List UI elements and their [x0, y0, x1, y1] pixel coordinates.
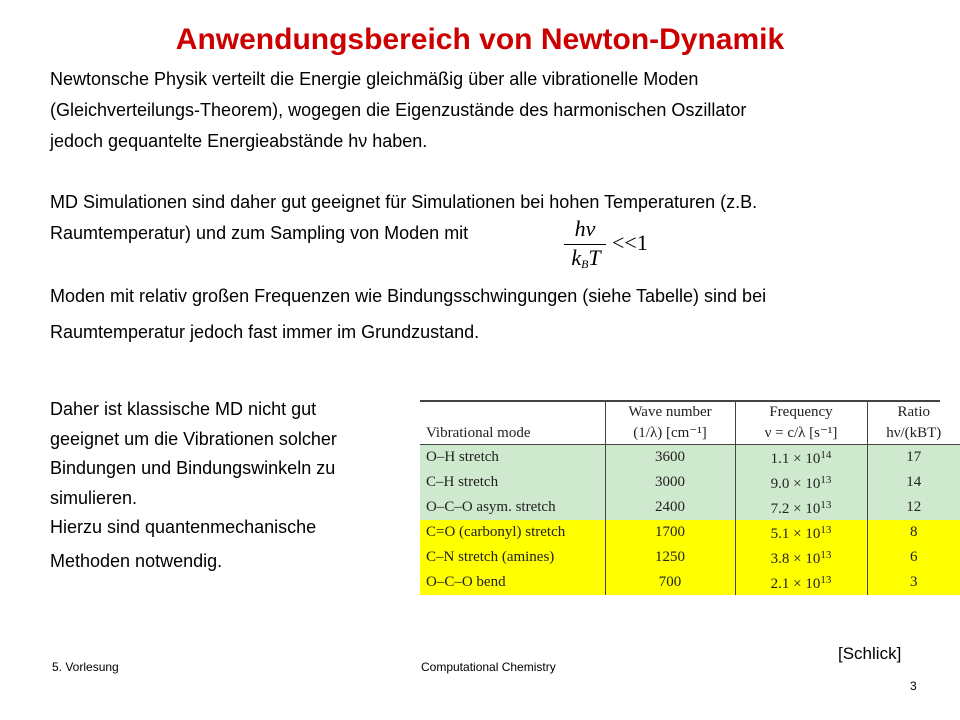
table-header-cell: Ratio — [867, 402, 960, 423]
wave-number-cell: 1250 — [605, 545, 735, 570]
wave-number-cell: 700 — [605, 570, 735, 595]
vibrational-modes-table — [420, 400, 942, 592]
ratio-cell: 6 — [867, 545, 960, 570]
ratio-cell: 14 — [867, 470, 960, 495]
wave-number-cell: 3600 — [605, 445, 735, 471]
table-header-cell: hν/(kBT) — [867, 423, 960, 445]
paragraph-line: (Gleichverteilungs-Theorem), wogegen die Eigenzustände des harmonischen Oszillator — [50, 100, 747, 120]
slide-title: Anwendungsbereich von Newton-Dynamik — [175, 23, 785, 56]
table-header-cell: ν = c/λ [s⁻¹] — [735, 423, 867, 445]
paragraph-line: Newtonsche Physik verteilt die Energie gleichmäßig über alle vibrationelle Moden — [50, 69, 699, 89]
mode-cell: C–H stretch — [420, 470, 605, 495]
paragraph-line: Daher ist klassische MD nicht gut — [50, 399, 317, 419]
table-header-cell: Frequency — [735, 402, 867, 423]
paragraph-line: jedoch gequantelte Energieabstände hν haben. — [50, 131, 428, 151]
paragraph-line: Methoden notwendig. — [50, 550, 223, 571]
mode-cell: O–H stretch — [420, 445, 605, 471]
table-header-cell: Wave number — [605, 402, 735, 423]
frequency-cell: $9.0 \times 10^{13}$ — [735, 470, 867, 495]
formula-numerator: hν — [574, 216, 596, 241]
frequency-cell: $5.1 \times 10^{13}$ — [735, 520, 867, 545]
ratio-cell: 3 — [867, 570, 960, 595]
paragraph-equipartition — [50, 64, 746, 157]
paragraph-conclusion — [50, 395, 337, 576]
table-row — [420, 520, 960, 545]
mode-cell: O–C–O bend — [420, 570, 605, 595]
wave-number-cell: 2400 — [605, 495, 735, 520]
paragraph-line: Bindungen und Bindungswinkeln zu — [50, 458, 336, 478]
table-row — [420, 545, 960, 570]
frequency-cell: $1.1 \times 10^{14}$ — [735, 445, 867, 471]
mode-cell: C=O (carbonyl) stretch — [420, 520, 605, 545]
formula-relation: <<1 — [612, 230, 648, 255]
wave-number-cell: 3000 — [605, 470, 735, 495]
frequency-cell: $2.1 \times 10^{13}$ — [735, 570, 867, 595]
table-header-row — [420, 423, 960, 445]
frequency-cell: $3.8 \times 10^{13}$ — [735, 545, 867, 570]
paragraph-ground-state — [50, 281, 766, 348]
table-row — [420, 470, 960, 495]
footer-lecture: 5. Vorlesung — [52, 660, 119, 674]
ratio-cell: 12 — [867, 495, 960, 520]
footer-course: Computational Chemistry — [421, 660, 556, 674]
paragraph-line: MD Simulationen sind daher gut geeignet für Simulationen bei hohen Temperaturen (z.B. — [50, 192, 758, 212]
table-row — [420, 445, 960, 471]
wave-number-cell: 1700 — [605, 520, 735, 545]
table-row — [420, 495, 960, 520]
paragraph-line: Raumtemperatur jedoch fast immer im Grundzustand. — [50, 322, 480, 342]
ratio-cell: 8 — [867, 520, 960, 545]
paragraph-line: Hierzu sind quantenmechanische — [50, 517, 317, 537]
paragraph-line: geeignet um die Vibrationen solcher — [50, 428, 337, 449]
paragraph-line: Raumtemperatur) und zum Sampling von Moden mit — [50, 223, 469, 243]
formula-denominator: $k_BT$ — [571, 245, 601, 271]
table-header-row — [420, 402, 960, 423]
table-header-cell: Vibrational mode — [420, 423, 605, 445]
table-header-cell — [420, 402, 605, 423]
mode-cell: C–N stretch (amines) — [420, 545, 605, 570]
paragraph-line: Moden mit relativ großen Frequenzen wie Bindungsschwingungen (siehe Tabelle) sind bei — [50, 286, 767, 306]
frequency-cell: $7.2 \times 10^{13}$ — [735, 495, 867, 520]
table-row — [420, 570, 960, 595]
table-header-cell: (1/λ) [cm⁻¹] — [605, 423, 735, 445]
page-number: 3 — [910, 679, 917, 693]
mode-cell: O–C–O asym. stretch — [420, 495, 605, 520]
paragraph-line: simulieren. — [50, 487, 138, 508]
ratio-cell: 17 — [867, 445, 960, 471]
formula-ratio — [560, 216, 660, 272]
reference-citation: [Schlick] — [838, 644, 902, 663]
